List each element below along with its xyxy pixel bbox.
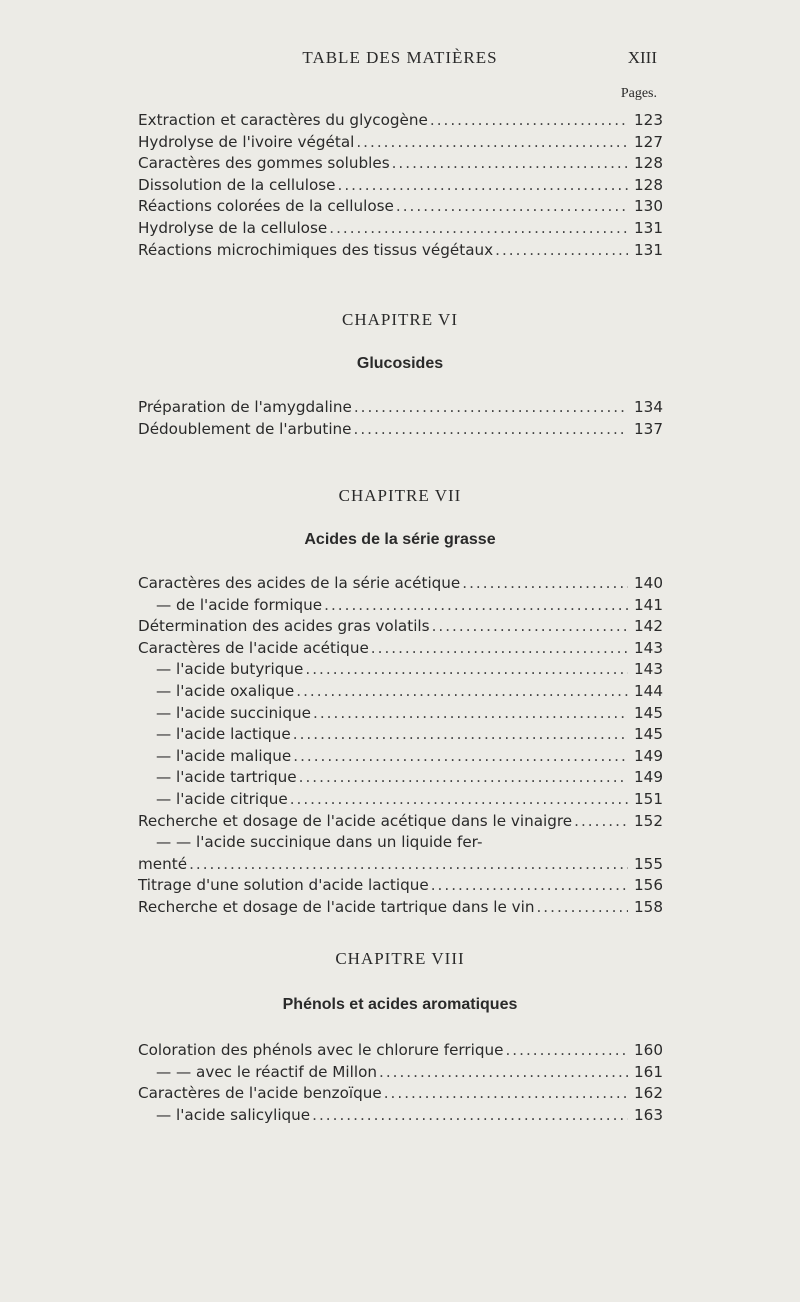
toc-entry bbox=[138, 132, 663, 154]
toc-entry-text: — de l'acide formique bbox=[156, 595, 323, 614]
toc-entry bbox=[138, 419, 663, 441]
toc-entry-text: — — avec le réactif de Millon bbox=[156, 1062, 377, 1081]
toc-entry-text: Recherche et dosage de l'acide tartrique dans le vin bbox=[138, 897, 535, 916]
toc-entry-text: Recherche et dosage de l'acide acétique dans le vinaigre bbox=[138, 811, 573, 830]
toc-entry bbox=[138, 196, 663, 218]
toc-entry bbox=[138, 240, 663, 262]
toc-entry bbox=[138, 153, 663, 175]
toc-entry-text: — l'acide lactique bbox=[156, 725, 291, 744]
toc-entry-page: 142 bbox=[634, 617, 663, 636]
toc-entry-page: 162 bbox=[634, 1084, 663, 1103]
dot-leader bbox=[329, 218, 628, 240]
toc-entry-text: Détermination des acides gras volatils bbox=[138, 617, 430, 636]
toc-entry-page: 131 bbox=[634, 240, 663, 259]
toc-entry bbox=[138, 638, 663, 660]
toc-entry-page: 123 bbox=[634, 111, 663, 129]
dot-leader bbox=[189, 854, 628, 876]
toc-entry bbox=[138, 218, 663, 240]
toc-entry-text: Titrage d'une solution d'acide lactique bbox=[138, 876, 429, 895]
dot-leader bbox=[396, 196, 628, 218]
dot-leader bbox=[338, 175, 629, 197]
toc-entry bbox=[138, 897, 663, 919]
toc-entry-page: 155 bbox=[634, 854, 663, 873]
toc-entry-text: Réactions microchimiques des tissus végétaux bbox=[138, 240, 494, 259]
dot-leader bbox=[384, 1083, 628, 1105]
toc-entry-text: Hydrolyse de la cellulose bbox=[138, 218, 328, 237]
toc-entry-page: 152 bbox=[634, 811, 663, 830]
chapter-8-title: Phénols et acides aromatiques bbox=[282, 996, 518, 1013]
toc-entry bbox=[138, 875, 663, 897]
chapter-8-entries bbox=[138, 1040, 663, 1126]
toc-entry-page: 151 bbox=[634, 789, 663, 808]
dot-leader bbox=[432, 616, 628, 638]
toc-entry-text: — l'acide succinique bbox=[156, 703, 312, 722]
dot-leader bbox=[293, 724, 628, 746]
running-header-page-number: XIII bbox=[627, 48, 657, 67]
dot-leader bbox=[299, 767, 628, 789]
chapter-6-title: Glucosides bbox=[356, 355, 444, 372]
toc-entry-page: 127 bbox=[634, 132, 663, 151]
toc-entry-page: 163 bbox=[634, 1105, 663, 1124]
toc-entry-text: — l'acide citrique bbox=[156, 789, 288, 808]
toc-entry-page: 145 bbox=[634, 725, 663, 744]
toc-entry bbox=[138, 616, 663, 638]
chapter-7-entries bbox=[138, 573, 663, 919]
toc-entry bbox=[138, 659, 663, 681]
dot-leader bbox=[431, 875, 628, 897]
dot-leader bbox=[462, 573, 628, 595]
toc-entry-page: 158 bbox=[634, 897, 663, 916]
dot-leader bbox=[354, 419, 628, 441]
pages-column-label: Pages. bbox=[620, 86, 657, 101]
toc-entry bbox=[138, 110, 663, 132]
dot-leader bbox=[293, 746, 628, 768]
toc-entry-text: — l'acide salicylique bbox=[156, 1105, 311, 1124]
toc-entry-page: 143 bbox=[634, 660, 663, 679]
dot-leader bbox=[290, 789, 628, 811]
toc-entry-page: 128 bbox=[634, 175, 663, 194]
toc-entry bbox=[138, 832, 658, 854]
toc-entry-page: 149 bbox=[634, 746, 663, 765]
toc-entry-page: 149 bbox=[634, 768, 663, 787]
toc-entry bbox=[138, 1083, 663, 1105]
dot-leader bbox=[312, 1105, 628, 1127]
toc-entry bbox=[138, 1062, 663, 1084]
dot-leader bbox=[430, 110, 628, 132]
chapter-7-heading: CHAPITRE VII bbox=[338, 486, 462, 505]
toc-entry-text: Extraction et caractères du glycogène bbox=[138, 111, 428, 129]
toc-entry bbox=[138, 175, 663, 197]
toc-entry-text: — l'acide tartrique bbox=[156, 768, 297, 787]
toc-entry-text: Réactions colorées de la cellulose bbox=[138, 197, 394, 216]
toc-entry bbox=[138, 573, 663, 595]
toc-entry bbox=[138, 681, 663, 703]
toc-entry-text: Caractères de l'acide acétique bbox=[138, 638, 369, 657]
toc-entry bbox=[138, 1040, 663, 1062]
toc-entry bbox=[138, 854, 663, 876]
chapter-7-title: Acides de la série grasse bbox=[304, 531, 496, 548]
toc-entry-text: — — l'acide succinique dans un liquide fer- bbox=[156, 833, 483, 852]
toc-entry-page: 134 bbox=[634, 398, 663, 416]
toc-entry bbox=[138, 1105, 663, 1127]
toc-entry-text: Caractères des gommes solubles bbox=[138, 154, 390, 173]
dot-leader bbox=[505, 1040, 628, 1062]
chapter-8-heading: CHAPITRE VIII bbox=[335, 949, 465, 968]
toc-entry-text: — l'acide butyrique bbox=[156, 660, 304, 679]
toc-entry-page: 141 bbox=[634, 595, 663, 614]
toc-entry-page: 156 bbox=[634, 876, 663, 895]
toc-entry-page: 128 bbox=[634, 154, 663, 173]
toc-entry bbox=[138, 746, 663, 768]
chapter-6-heading: CHAPITRE VI bbox=[342, 310, 458, 329]
dot-leader bbox=[371, 638, 628, 660]
running-header-title: TABLE DES MATIÈRES bbox=[302, 48, 498, 67]
toc-entry bbox=[138, 397, 663, 419]
dot-leader bbox=[313, 703, 628, 725]
dot-leader bbox=[296, 681, 628, 703]
toc-entry-text: Coloration des phénols avec le chlorure ferrique bbox=[138, 1041, 504, 1059]
toc-entry bbox=[138, 767, 663, 789]
toc-entry-page: 143 bbox=[634, 638, 663, 657]
toc-entry bbox=[138, 724, 663, 746]
toc-entry-page: 130 bbox=[634, 197, 663, 216]
dot-leader bbox=[495, 240, 628, 262]
toc-entry-page: 144 bbox=[634, 681, 663, 700]
toc-entry-text: Hydrolyse de l'ivoire végétal bbox=[138, 132, 355, 151]
toc-entry-page: 131 bbox=[634, 218, 663, 237]
toc-entry-text: — l'acide malique bbox=[156, 746, 292, 765]
toc-entry-page: 145 bbox=[634, 703, 663, 722]
dot-leader bbox=[324, 595, 628, 617]
dot-leader bbox=[356, 132, 628, 154]
toc-entry-page: 140 bbox=[634, 574, 663, 592]
dot-leader bbox=[392, 153, 628, 175]
toc-entry-text: Dissolution de la cellulose bbox=[138, 175, 336, 194]
toc-entry bbox=[138, 595, 663, 617]
toc-entry bbox=[138, 789, 663, 811]
toc-entry-page: 137 bbox=[634, 419, 663, 438]
toc-entry-page: 161 bbox=[634, 1062, 663, 1081]
dot-leader bbox=[354, 397, 628, 419]
toc-entry-page: 160 bbox=[634, 1041, 663, 1059]
dot-leader bbox=[574, 811, 628, 833]
dot-leader bbox=[379, 1062, 628, 1084]
toc-entry-text: menté bbox=[138, 854, 188, 873]
toc-entry bbox=[138, 703, 663, 725]
toc-section-continued bbox=[138, 110, 663, 261]
dot-leader bbox=[305, 659, 628, 681]
toc-entry-text: — l'acide oxalique bbox=[156, 681, 295, 700]
toc-entry bbox=[138, 811, 663, 833]
chapter-6-entries bbox=[138, 397, 663, 440]
toc-entry-text: Dédoublement de l'arbutine bbox=[138, 419, 352, 438]
dot-leader bbox=[536, 897, 628, 919]
toc-entry-text: Préparation de l'amygdaline bbox=[138, 398, 352, 416]
toc-entry-text: Caractères de l'acide benzoïque bbox=[138, 1084, 382, 1103]
toc-entry-text: Caractères des acides de la série acétique bbox=[138, 574, 461, 592]
